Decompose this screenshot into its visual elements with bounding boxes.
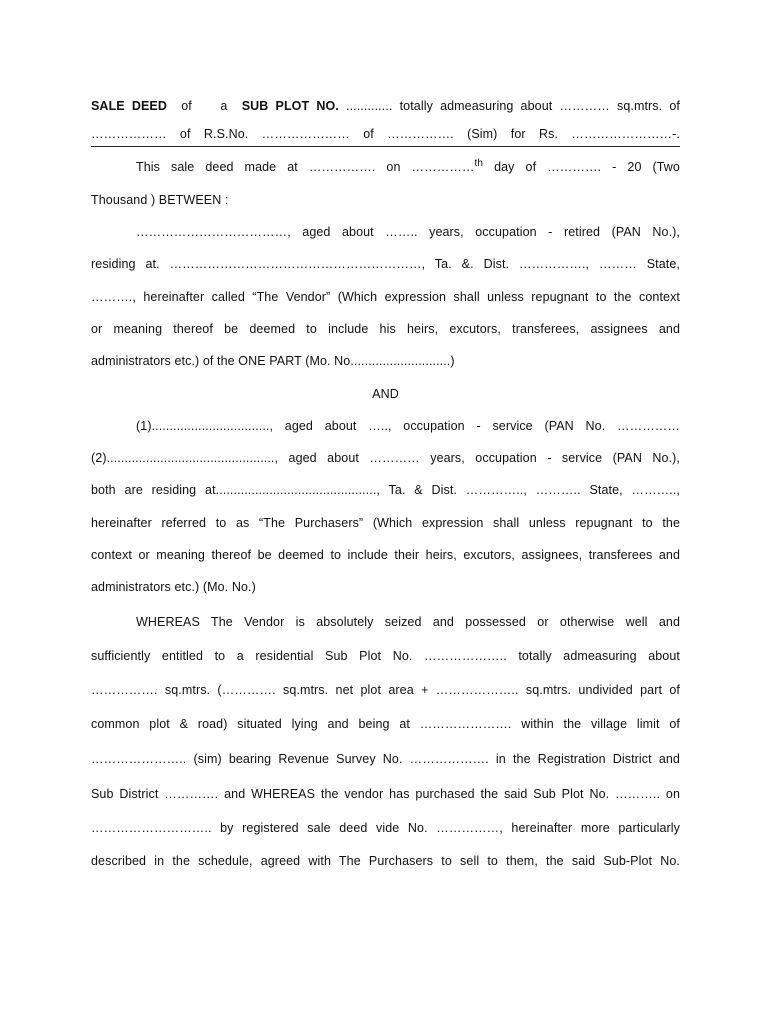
purchasers-line3: both are residing at............................................., Ta. & Dist. ………….., ……….. State, ……….., [91, 483, 680, 497]
title-sub-plot-no: SUB PLOT NO. [241, 99, 339, 113]
purchasers-line1: (1)................................., aged about ….., occupation - service (PAN No. …………… [136, 419, 680, 433]
para1-line1 [91, 159, 680, 175]
whereas-line6: Sub District …………. and WHEREAS the vendor has purchased the said Sub Plot No. ……….. on [91, 787, 680, 801]
purchasers-line2: (2)..............................................., aged about ………… years, occupation - service (PAN No.), [91, 451, 680, 465]
title-line-1 [91, 98, 680, 114]
vendor-line3: ………., hereinafter called “The Vendor” (Which expression shall unless repugnant to the context [91, 290, 680, 304]
title-sale-deed: SALE DEED [91, 99, 167, 113]
vendor-line1: ………………………………, aged about …….. years, occupation - retired (PAN No.), [136, 225, 680, 239]
purchasers-line5: context or meaning thereof be deemed to include their heirs, excutors, assignees, transferees and [91, 548, 680, 562]
whereas-line3: ……………. sq.mtrs. (…………. sq.mtrs. net plot area + ……………….. sq.mtrs. undivided part of [91, 683, 680, 697]
whereas-line2: sufficiently entitled to a residential Sub Plot No. ……………….. totally admeasuring about [91, 649, 680, 663]
vendor-line4: or meaning thereof be deemed to include his heirs, excutors, transferees, assignees and [91, 322, 680, 336]
title-a: a [220, 99, 228, 113]
title-line-2: ……………… of R.S.No. ………………… of ……………. (Sim) for Rs. ……………………-. [91, 127, 680, 141]
purchasers-line6: administrators etc.) (Mo. No.) [91, 580, 256, 594]
para1-line1-b: day of …………. - 20 (Two [483, 160, 680, 174]
horizontal-rule [91, 146, 680, 147]
whereas-line8: described in the schedule, agreed with The Purchasers to sell to them, the said Sub-Plot No. [91, 854, 680, 868]
vendor-line5: administrators etc.) of the ONE PART (Mo. No............................) [91, 354, 455, 368]
superscript-th: th [474, 158, 484, 169]
whereas-line4: common plot & road) situated lying and being at …………………. within the village limit of [91, 717, 680, 731]
title-line-1-rest: ............. totally admeasuring about ………… sq.mtrs. of [346, 99, 680, 113]
and-separator: AND [372, 387, 399, 401]
whereas-line1: WHEREAS The Vendor is absolutely seized and possessed or otherwise well and [136, 615, 680, 629]
whereas-line7: ……………………….. by registered sale deed vide No. ……………, hereinafter more particularly [91, 821, 680, 835]
para1-line1-a: This sale deed made at ……………. on …………… [136, 160, 475, 174]
vendor-line2: residing at. ……………………………………………………, Ta. &. Dist. ……………., ……… State, [91, 257, 680, 271]
title-of: of [181, 99, 192, 113]
purchasers-line4: hereinafter referred to as “The Purchasers” (Which expression shall unless repugnant to the [91, 516, 680, 530]
whereas-line5: ………………….. (sim) bearing Revenue Survey No. ………………. in the Registration District and [91, 752, 680, 766]
para1-line2: Thousand ) BETWEEN : [91, 193, 229, 207]
